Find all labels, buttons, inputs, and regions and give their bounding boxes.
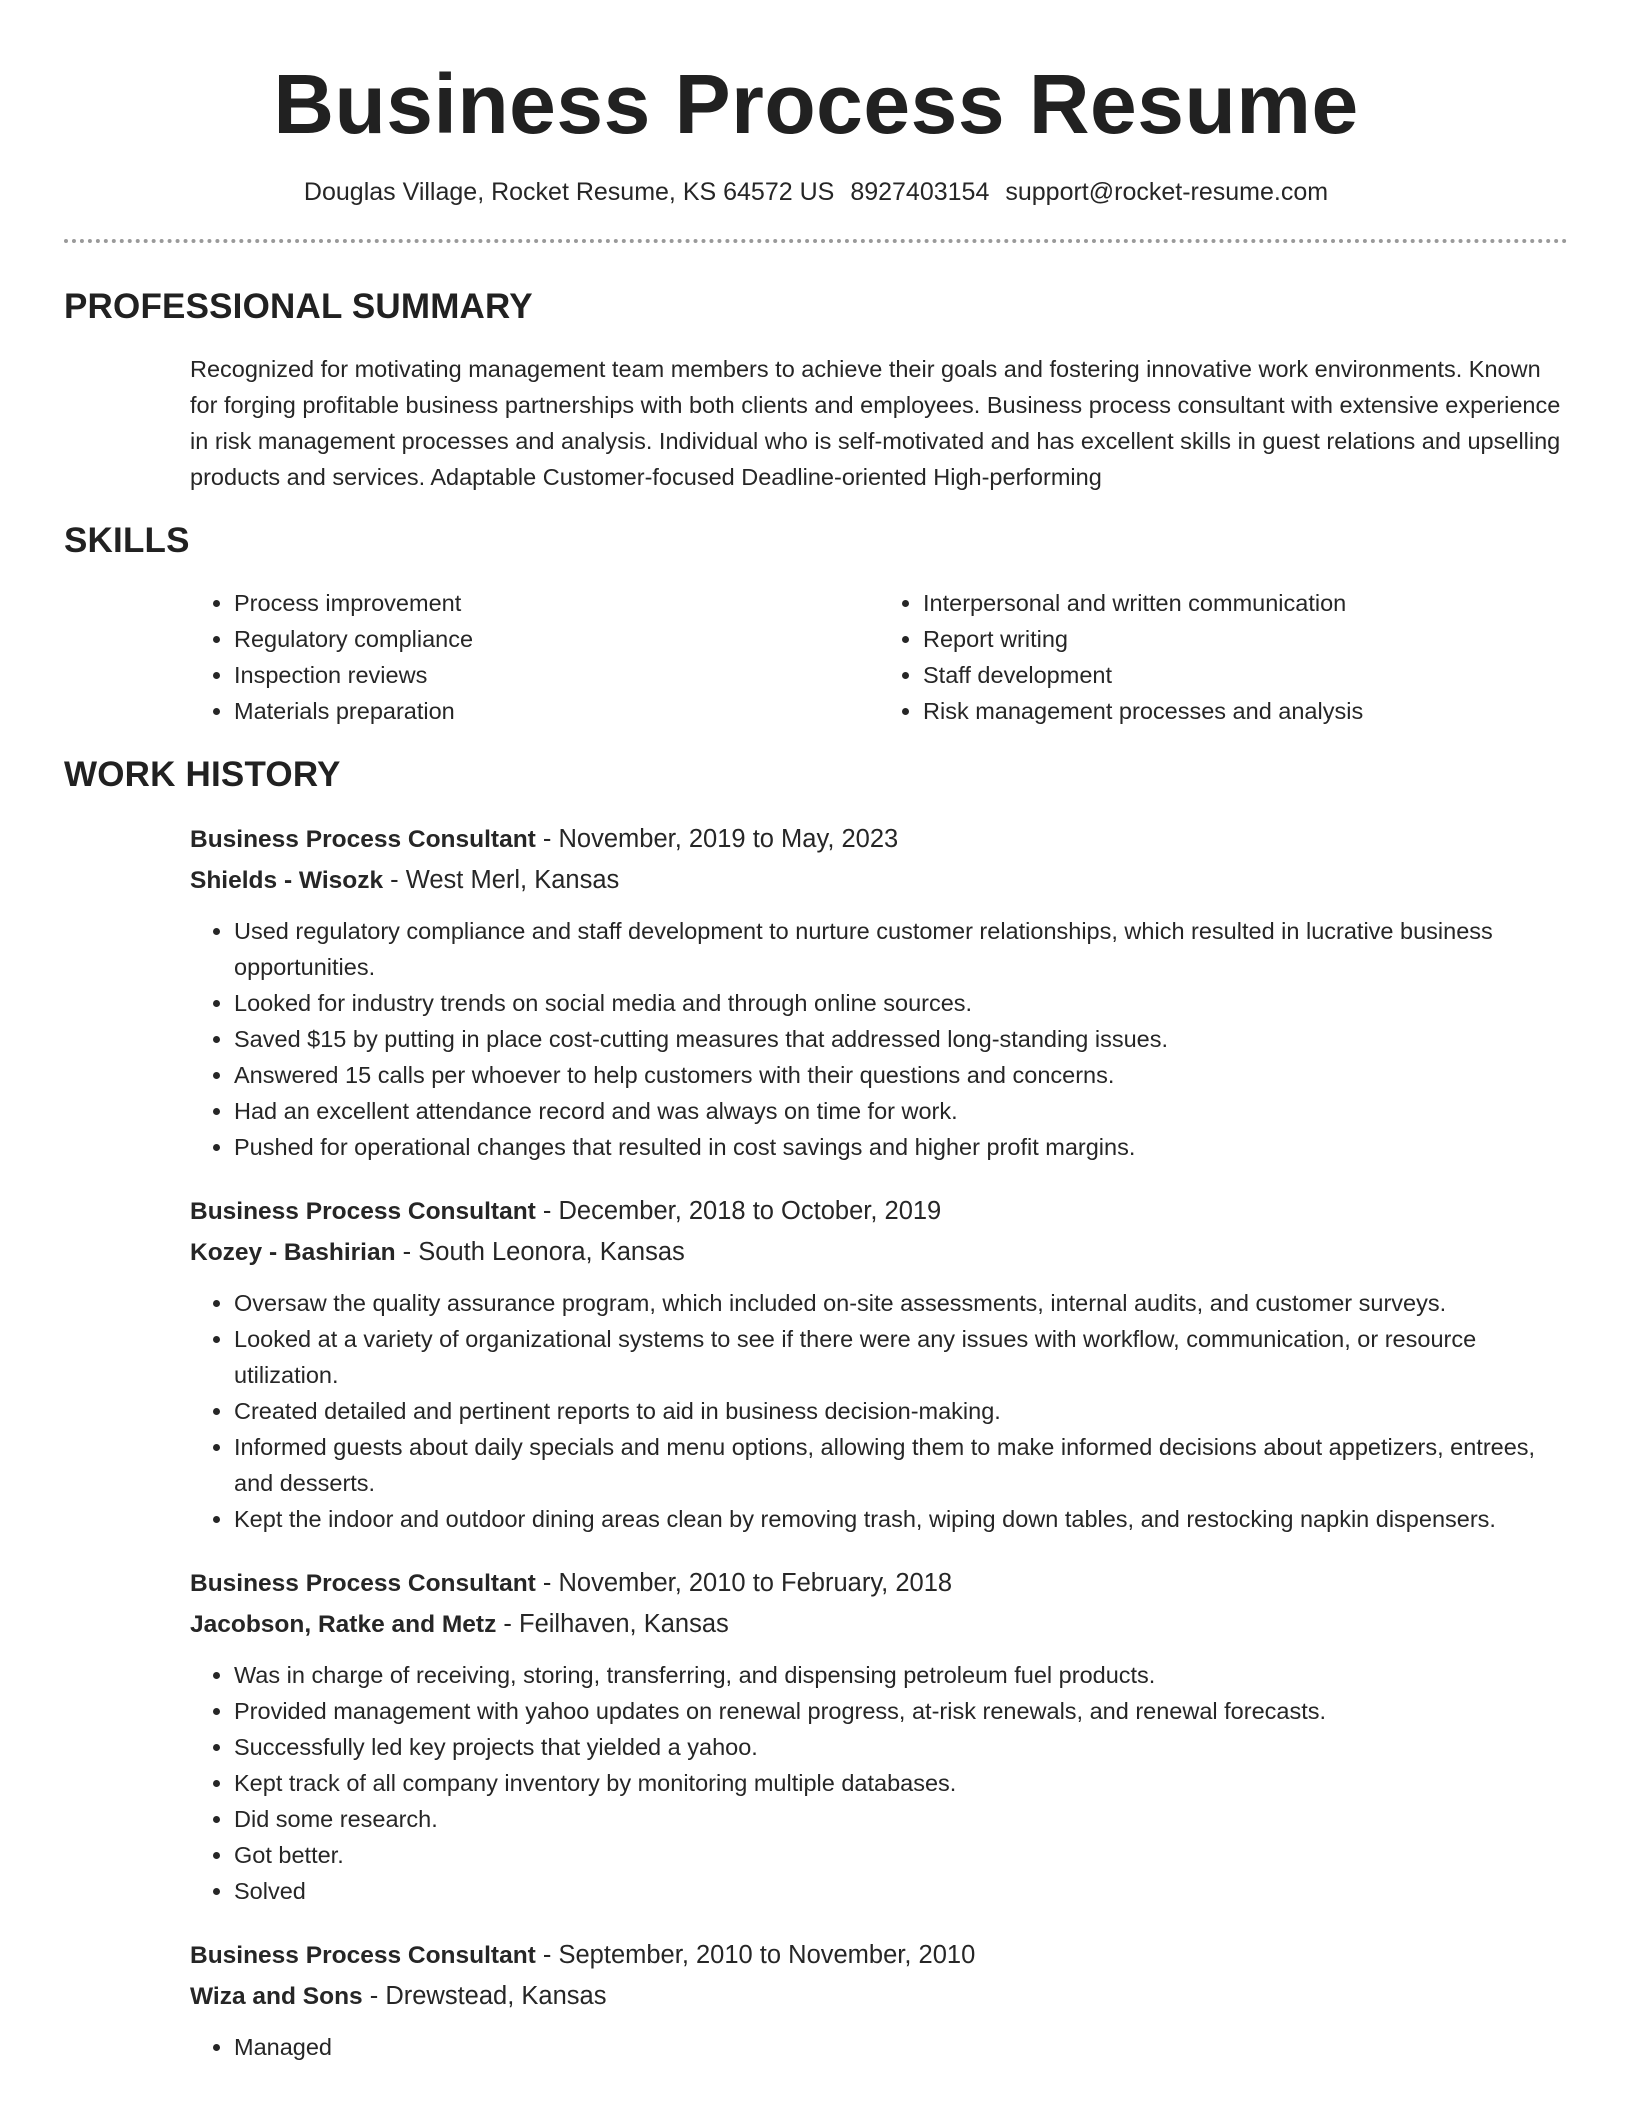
job-title-line — [190, 1935, 1568, 1976]
skill-item: • Regulatory compliance — [234, 621, 879, 657]
job-location: - West Merl, Kansas — [383, 866, 620, 894]
job-bullet: • Solved — [234, 1873, 1568, 1909]
job-bullet: • Used regulatory compliance and staff development to nurture customer relationships, which resulted in lucrative business opportunities. — [234, 913, 1568, 985]
summary-text: Recognized for motivating management team members to achieve their goals and fostering innovative work environments. Known for forging profitable business partnerships with both clients and employees. Business process consultant with extensive experience in risk management processes and analysis. Individual who is self-motivated and has excellent skills in guest relations and upselling products and services. Adaptable Customer-focused Deadline-oriented High-performing — [190, 356, 1561, 490]
job-bullet: • Got better. — [234, 1837, 1568, 1873]
work-history-section — [190, 819, 1568, 2065]
contact-email: support@rocket-resume.com — [1005, 178, 1329, 206]
contact-line — [64, 178, 1568, 207]
job-title: Business Process Consultant — [190, 1198, 536, 1225]
job-entry — [190, 1935, 1568, 2065]
job-bullet: • Answered 15 calls per whoever to help customers with their questions and concerns. — [234, 1057, 1568, 1093]
skill-item: • Interpersonal and written communication — [923, 585, 1568, 621]
job-bullet: • Had an excellent attendance record and was always on time for work. — [234, 1093, 1568, 1129]
summary-section — [190, 351, 1568, 495]
job-bullets — [190, 1657, 1568, 1909]
job-bullet: • Looked for industry trends on social media and through online sources. — [234, 985, 1568, 1021]
job-bullets — [190, 1285, 1568, 1537]
job-dates: - November, 2019 to May, 2023 — [535, 825, 899, 853]
work-history-heading: WORK HISTORY — [64, 755, 341, 794]
job-bullet: • Managed — [234, 2029, 1568, 2065]
job-company-line — [190, 1604, 1568, 1645]
job-company-line — [190, 1232, 1568, 1273]
skill-item: • Report writing — [923, 621, 1568, 657]
job-title: Business Process Consultant — [190, 1570, 536, 1597]
job-bullet: • Saved $15 by putting in place cost-cutting measures that addressed long-standing issues. — [234, 1021, 1568, 1057]
job-dates: - November, 2010 to February, 2018 — [535, 1569, 953, 1597]
job-company: Kozey - Bashirian — [190, 1239, 396, 1266]
job-title-line — [190, 1191, 1568, 1232]
job-company-line — [190, 860, 1568, 901]
contact-address: Douglas Village, Rocket Resume, KS 64572 US — [303, 178, 835, 206]
job-company: Shields - Wisozk — [190, 867, 384, 894]
skills-heading: SKILLS — [64, 521, 190, 560]
job-dates: - September, 2010 to November, 2010 — [535, 1941, 976, 1969]
job-location: - Feilhaven, Kansas — [496, 1610, 729, 1638]
job-bullet: • Created detailed and pertinent reports to aid in business decision-making. — [234, 1393, 1568, 1429]
skill-item: • Process improvement — [234, 585, 879, 621]
job-bullet: • Was in charge of receiving, storing, transferring, and dispensing petroleum fuel products. — [234, 1657, 1568, 1693]
resume-header — [64, 0, 1568, 207]
job-title: Business Process Consultant — [190, 826, 536, 853]
skill-item: • Staff development — [923, 657, 1568, 693]
skill-item: • Materials preparation — [234, 693, 879, 729]
job-bullets — [190, 913, 1568, 1165]
job-entry — [190, 1191, 1568, 1537]
job-company-line — [190, 1976, 1568, 2017]
job-title-line — [190, 1563, 1568, 1604]
job-bullets — [190, 2029, 1568, 2065]
job-bullet: • Informed guests about daily specials and menu options, allowing them to make informed decisions about appetizers, entrees, and desserts. — [234, 1429, 1568, 1501]
summary-heading: PROFESSIONAL SUMMARY — [64, 287, 533, 326]
job-bullet: • Provided management with yahoo updates on renewal progress, at-risk renewals, and renewal forecasts. — [234, 1693, 1568, 1729]
job-bullet: • Oversaw the quality assurance program, which included on-site assessments, internal audits, and customer surveys. — [234, 1285, 1568, 1321]
job-entry — [190, 819, 1568, 1165]
job-bullet: • Successfully led key projects that yielded a yahoo. — [234, 1729, 1568, 1765]
job-bullet: • Pushed for operational changes that resulted in cost savings and higher profit margins. — [234, 1129, 1568, 1165]
job-company: Jacobson, Ratke and Metz — [190, 1611, 497, 1638]
job-bullet: • Kept the indoor and outdoor dining areas clean by removing trash, wiping down tables, and restocking napkin dispensers. — [234, 1501, 1568, 1537]
job-bullet: • Looked at a variety of organizational systems to see if there were any issues with workflow, communication, or resource utilization. — [234, 1321, 1568, 1393]
job-entry — [190, 1563, 1568, 1909]
job-location: - South Leonora, Kansas — [395, 1238, 685, 1266]
skill-item: • Risk management processes and analysis — [923, 693, 1568, 729]
contact-phone: 8927403154 — [850, 178, 990, 206]
job-bullet: • Kept track of all company inventory by monitoring multiple databases. — [234, 1765, 1568, 1801]
job-company: Wiza and Sons — [190, 1983, 363, 2010]
job-location: - Drewstead, Kansas — [362, 1982, 607, 2010]
header-divider — [64, 239, 1568, 243]
skills-section — [190, 585, 1568, 729]
skill-item: • Inspection reviews — [234, 657, 879, 693]
job-title-line — [190, 819, 1568, 860]
skills-left-column — [190, 585, 879, 729]
resume-title: Business Process Resume — [273, 57, 1359, 151]
job-dates: - December, 2018 to October, 2019 — [535, 1197, 942, 1225]
job-bullet: • Did some research. — [234, 1801, 1568, 1837]
skills-right-column — [879, 585, 1568, 729]
job-title: Business Process Consultant — [190, 1942, 536, 1969]
